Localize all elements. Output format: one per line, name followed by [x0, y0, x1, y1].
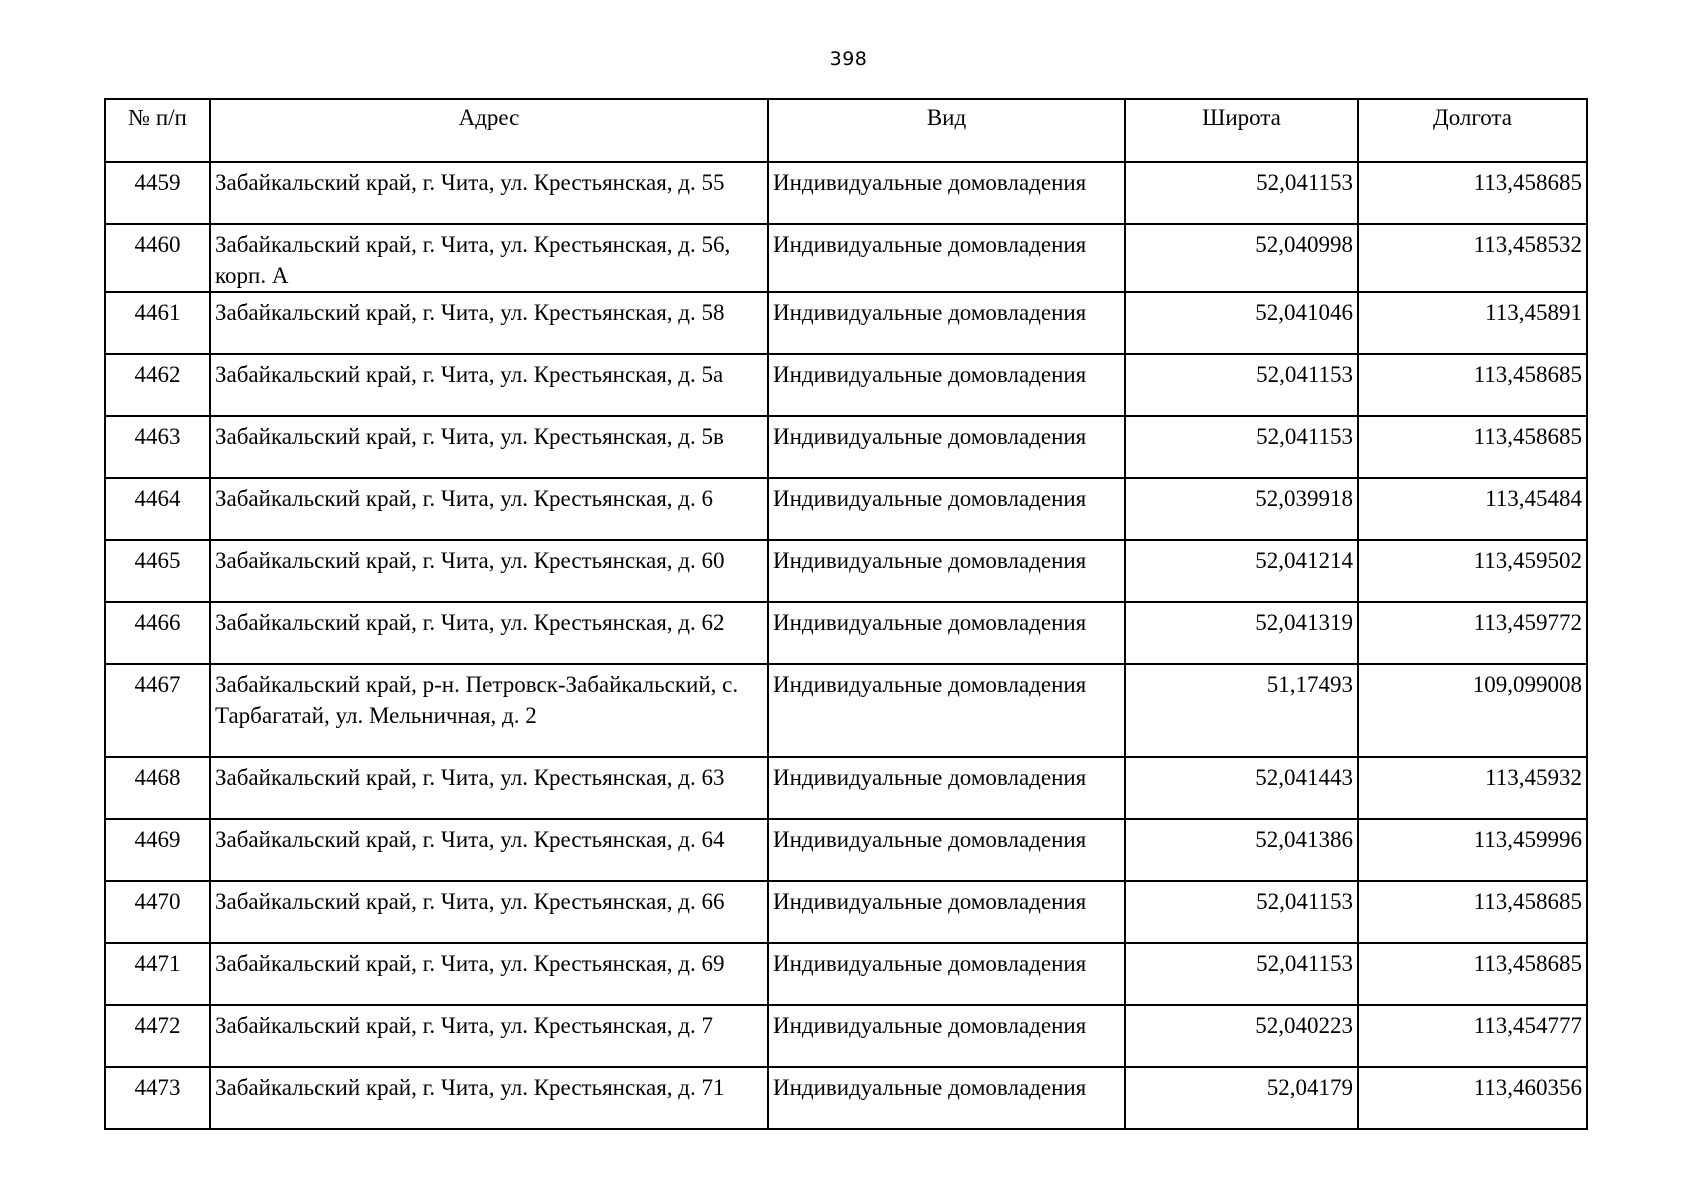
row-number: 4463 — [105, 416, 210, 478]
row-longitude: 113,45484 — [1358, 478, 1587, 540]
table-row — [105, 943, 1587, 1005]
row-latitude: 52,041386 — [1125, 819, 1358, 881]
row-address: Забайкальский край, г. Чита, ул. Крестьянская, д. 63 — [210, 757, 768, 819]
table-row — [105, 1067, 1587, 1129]
table-row — [105, 162, 1587, 224]
row-kind: Индивидуальные домовладения — [768, 540, 1125, 602]
table-row — [105, 354, 1587, 416]
row-number: 4465 — [105, 540, 210, 602]
row-number: 4464 — [105, 478, 210, 540]
row-longitude: 113,459996 — [1358, 819, 1587, 881]
row-latitude: 52,041153 — [1125, 881, 1358, 943]
row-longitude: 113,454777 — [1358, 1005, 1587, 1067]
row-longitude: 113,458685 — [1358, 881, 1587, 943]
row-latitude: 52,041046 — [1125, 292, 1358, 354]
row-latitude: 52,04179 — [1125, 1067, 1358, 1129]
row-number: 4461 — [105, 292, 210, 354]
table-row — [105, 224, 1587, 292]
row-longitude: 113,459502 — [1358, 540, 1587, 602]
row-longitude: 113,45891 — [1358, 292, 1587, 354]
row-number: 4462 — [105, 354, 210, 416]
row-kind: Индивидуальные домовладения — [768, 478, 1125, 540]
row-number: 4471 — [105, 943, 210, 1005]
row-longitude: 113,458685 — [1358, 354, 1587, 416]
header-kind: Вид — [768, 99, 1125, 162]
row-address: Забайкальский край, г. Чита, ул. Крестьянская, д. 55 — [210, 162, 768, 224]
row-longitude: 109,099008 — [1358, 664, 1587, 757]
row-kind: Индивидуальные домовладения — [768, 162, 1125, 224]
row-address: Забайкальский край, г. Чита, ул. Крестьянская, д. 60 — [210, 540, 768, 602]
row-address: Забайкальский край, г. Чита, ул. Крестьянская, д. 64 — [210, 819, 768, 881]
row-latitude: 52,040223 — [1125, 1005, 1358, 1067]
row-kind: Индивидуальные домовладения — [768, 943, 1125, 1005]
row-latitude: 52,041443 — [1125, 757, 1358, 819]
row-number: 4468 — [105, 757, 210, 819]
header-number: № п/п — [105, 99, 210, 162]
row-address: Забайкальский край, г. Чита, ул. Крестьянская, д. 58 — [210, 292, 768, 354]
row-number: 4469 — [105, 819, 210, 881]
row-longitude: 113,458685 — [1358, 162, 1587, 224]
row-longitude: 113,458532 — [1358, 224, 1587, 292]
row-kind: Индивидуальные домовладения — [768, 602, 1125, 664]
row-latitude: 52,041214 — [1125, 540, 1358, 602]
row-number: 4473 — [105, 1067, 210, 1129]
page-number: 398 — [829, 48, 868, 70]
table-row — [105, 292, 1587, 354]
table-row — [105, 1005, 1587, 1067]
header-latitude: Широта — [1125, 99, 1358, 162]
row-address: Забайкальский край, р-н. Петровск-Забайкальский, с. Тарбагатай, ул. Мельничная, д. 2 — [210, 664, 768, 757]
row-kind: Индивидуальные домовладения — [768, 1067, 1125, 1129]
row-kind: Индивидуальные домовладения — [768, 757, 1125, 819]
address-table — [104, 98, 1588, 1130]
row-kind: Индивидуальные домовладения — [768, 664, 1125, 757]
table-row — [105, 478, 1587, 540]
table-row — [105, 757, 1587, 819]
row-kind: Индивидуальные домовладения — [768, 819, 1125, 881]
table-row — [105, 416, 1587, 478]
row-latitude: 51,17493 — [1125, 664, 1358, 757]
row-kind: Индивидуальные домовладения — [768, 354, 1125, 416]
row-number: 4470 — [105, 881, 210, 943]
table-row — [105, 602, 1587, 664]
row-kind: Индивидуальные домовладения — [768, 1005, 1125, 1067]
row-address: Забайкальский край, г. Чита, ул. Крестьянская, д. 66 — [210, 881, 768, 943]
header-longitude: Долгота — [1358, 99, 1587, 162]
table-row — [105, 540, 1587, 602]
row-address: Забайкальский край, г. Чита, ул. Крестьянская, д. 69 — [210, 943, 768, 1005]
row-latitude: 52,041153 — [1125, 162, 1358, 224]
row-kind: Индивидуальные домовладения — [768, 224, 1125, 292]
row-number: 4459 — [105, 162, 210, 224]
row-number: 4466 — [105, 602, 210, 664]
row-kind: Индивидуальные домовладения — [768, 292, 1125, 354]
row-address: Забайкальский край, г. Чита, ул. Крестьянская, д. 5а — [210, 354, 768, 416]
row-kind: Индивидуальные домовладения — [768, 881, 1125, 943]
header-address: Адрес — [210, 99, 768, 162]
row-latitude: 52,041153 — [1125, 354, 1358, 416]
row-latitude: 52,040998 — [1125, 224, 1358, 292]
row-address: Забайкальский край, г. Чита, ул. Крестьянская, д. 7 — [210, 1005, 768, 1067]
row-address: Забайкальский край, г. Чита, ул. Крестьянская, д. 6 — [210, 478, 768, 540]
table-row — [105, 664, 1587, 757]
row-longitude: 113,458685 — [1358, 943, 1587, 1005]
row-number: 4472 — [105, 1005, 210, 1067]
row-address: Забайкальский край, г. Чита, ул. Крестьянская, д. 56, корп. А — [210, 224, 768, 292]
row-address: Забайкальский край, г. Чита, ул. Крестьянская, д. 5в — [210, 416, 768, 478]
row-latitude: 52,041319 — [1125, 602, 1358, 664]
row-kind: Индивидуальные домовладения — [768, 416, 1125, 478]
table-header-row — [105, 99, 1587, 162]
row-longitude: 113,459772 — [1358, 602, 1587, 664]
table-row — [105, 881, 1587, 943]
row-number: 4467 — [105, 664, 210, 757]
row-latitude: 52,039918 — [1125, 478, 1358, 540]
row-longitude: 113,460356 — [1358, 1067, 1587, 1129]
row-longitude: 113,45932 — [1358, 757, 1587, 819]
row-address: Забайкальский край, г. Чита, ул. Крестьянская, д. 71 — [210, 1067, 768, 1129]
row-latitude: 52,041153 — [1125, 416, 1358, 478]
row-address: Забайкальский край, г. Чита, ул. Крестьянская, д. 62 — [210, 602, 768, 664]
row-number: 4460 — [105, 224, 210, 292]
row-latitude: 52,041153 — [1125, 943, 1358, 1005]
row-longitude: 113,458685 — [1358, 416, 1587, 478]
table-row — [105, 819, 1587, 881]
